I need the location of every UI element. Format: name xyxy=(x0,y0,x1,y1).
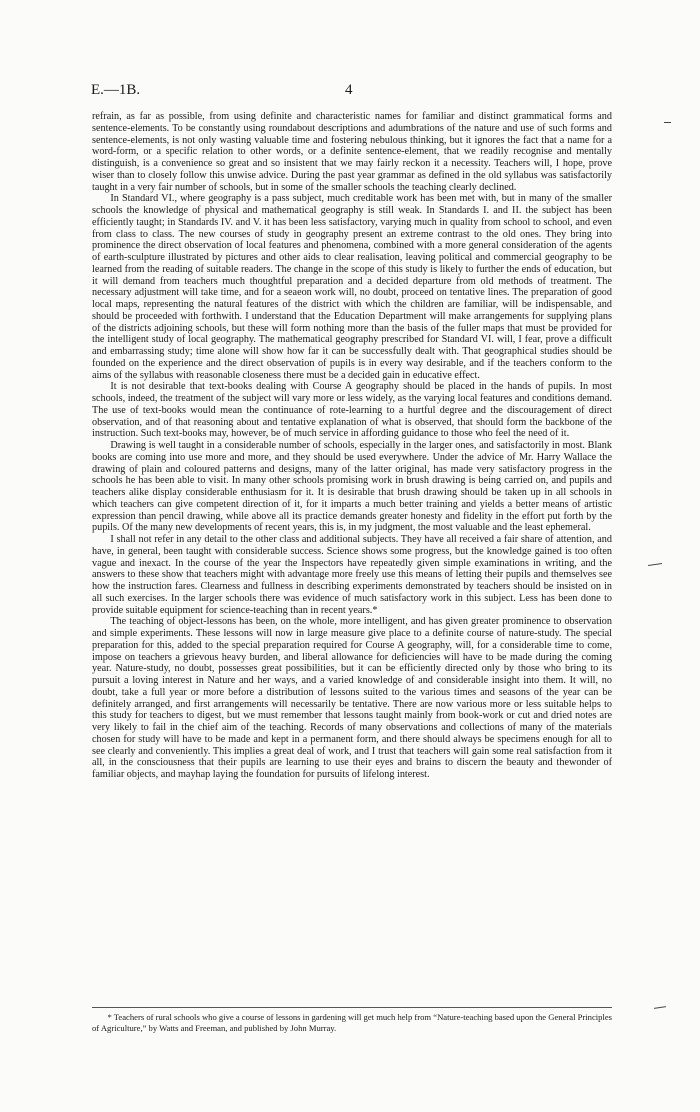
paragraph-other-subjects: I shall not refer in any detail to the other class and additional subjects. They have all received a fair share of attention, and have, in general, been taught with considerable success. Science shows some progress, but the knowledge gained is too often vague and inexact. In the course of the year the Inspectors have repeatedly given simple examinations in writing, and the answers to these show that teachers might with advantage more freely use this means of letting their pupils and themselves see how the instruction fares. Clearness and fullness in describing experiments demonstrated by teachers should be insisted on in all such exercises. In the larger schools there was evidence of much satisfactory work in this subject. Less has been done to provide suitable equipment for science-teaching than in recent years.* xyxy=(92,534,612,616)
page-number: 4 xyxy=(345,82,353,98)
margin-mark xyxy=(654,1006,666,1009)
paragraph-drawing: Drawing is well taught in a considerable number of schools, especially in the larger ones, and satisfactorily in most. Blank books are coming into use more and more, and they should be used everywhere. Under the advice of Mr. Harry Wallace the drawing of plain and coloured patterns and designs, many of the latter original, has made very satisfactory progress in the schools he has been able to visit. In many other schools promising work in brush drawing is being carried on, and pupils and teachers alike display considerable enthusiasm for it. It is desirable that brush drawing should be taken up in all schools in which teachers can give competent direction of it, for it imparts a much better training and yields a better means of artistic expression than pencil drawing, while above all its practice demands greater honesty and fidelity in the effort put forth by the pupils. Of the many new developments of recent years, this is, in my judgment, the most valuable and the least ephemeral. xyxy=(92,440,612,534)
running-header xyxy=(91,82,611,102)
paragraph-grammar-continued: refrain, as far as possible, from using definite and characteristic names for familiar and distinct grammatical forms and sentence-elements. To be constantly using roundabout descriptions and adumbrations of the nature and use of such forms and sentence-elements, is not only wasting valuable time and fostering nebulous thinking, but it ignores the fact that a name for a word-form, or a specific relation to other words, or a definite sentence-element, that we readily recognise and mentally distinguish, is a convenience so great and so insistent that we may fairly reckon it a necessity. Teachers will, I hope, prove wiser than to closely follow this unwise advice. During the past year grammar as defined in the old syllabus was satisfactorily taught in a very fair number of schools, but in some of the smaller schools the teaching clearly declined. xyxy=(92,111,612,193)
document-reference: E.—1B. xyxy=(91,82,141,98)
paragraph-geography: In Standard VI., where geography is a pass subject, much creditable work has been met with, but in many of the smaller schools the knowledge of physical and mathematical geography is still weak. In Standards I. and II. the subject has been efficiently taught; in Standards IV. and V. it has been less satisfactory, varying much in quality from school to school, and even from class to class. The new courses of study in geography present an extreme contrast to the old ones. They bring into prominence the direct observation of local features and phenomena, combined with a more general consideration of the agents of earth-sculpture illustrated by pictures and other aids to clear realisation, leaving political and commercial geography to be learned from the reading of suitable readers. The change in the scope of this study is likely to further the ends of education, but it will demand from teachers much thoughtful preparation and a decided departure from old methods of treatment. The necessary adjustment will take time, and for a seaeon work will, no doubt, proceed on tentative lines. The preparation of good local maps, representing the natural features of the district with which the children are familiar, will be indispensable, and should be proceeded with forthwith. I understand that the Education Department will make arrangements for supplying plans of the districts adjoining schools, but these will form nothing more than the basis of the fuller maps that must be provided for the intelligent study of local geography. The mathematical geography prescribed for Standard VI. will, I fear, prove a difficult and embarrassing study; time alone will show how far it can be successfully dealt with. That geographical studies should be founded on the experience and the direct observation of pupils is in every way desirable, and if the teachers conform to the aims of the syllabus with reasonable closeness there must be a decided gain in educative effect. xyxy=(92,193,612,381)
body-text xyxy=(92,111,612,781)
footnote-text: * Teachers of rural schools who give a course of lessons in gardening will get much help from “Nature-teaching based upon the General Principles of Agriculture,” by Watts and Freeman, and published by John Murray. xyxy=(92,1012,612,1033)
footnote-rule xyxy=(92,1007,612,1008)
paragraph-text-books: It is not desirable that text-books dealing with Course A geography should be placed in the hands of pupils. In most schools, indeed, the treatment of the subject will vary more or less widely, as the varying local features and conditions demand. The use of text-books would mean the continuance of rote-learning to a hurtful degree and the discouragement of direct observation, and of that reasoning about and tentative explanation of what is observed, that should form the backbone of the instruction. Such text-books may, however, be of much service in affording guidance to those who feel the need of it. xyxy=(92,381,612,440)
margin-mark xyxy=(664,122,671,123)
footnote xyxy=(92,1012,612,1034)
paragraph-nature-study: The teaching of object-lessons has been, on the whole, more intelligent, and has given greater prominence to observation and simple experiments. These lessons will now in large measure give place to a definite course of nature-study. The special preparation for this, added to the special preparation required for Course A geography, will, for a considerable time to come, impose on teachers a grievous heavy burden, and liberal allowance for deficiencies will have to be made during the coming year. Nature-study, no doubt, possesses great possibilities, but it can be efficiently directed only by those who bring to its pursuit a loving interest in Nature and her ways, and a varied knowledge of and considerable insight into them. It will, no doubt, take a full year or more before a distribution of lessons suited to the various times and seasons of the year can be definitely arranged, and first arrangements will necessarily be tentative. There are now various more or less suitable helps to this study for teachers to digest, but we must remember that lessons taught mainly from book-work or cut and dried notes are very likely to fail in the chief aim of the teaching. Records of many observations and collections of many of the materials chosen for study will have to be made and kept in a permanent form, and there should always be specimens enough for all to see clearly and conveniently. This implies a great deal of work, and I trust that teachers will gain some real satisfaction from it all, in the consciousness that their pupils are learning to use their eyes and brains to discern the beauty and thewonder of familiar objects, and mayhap laying the foundation for pursuits of lifelong interest. xyxy=(92,616,612,780)
margin-mark xyxy=(648,563,662,566)
